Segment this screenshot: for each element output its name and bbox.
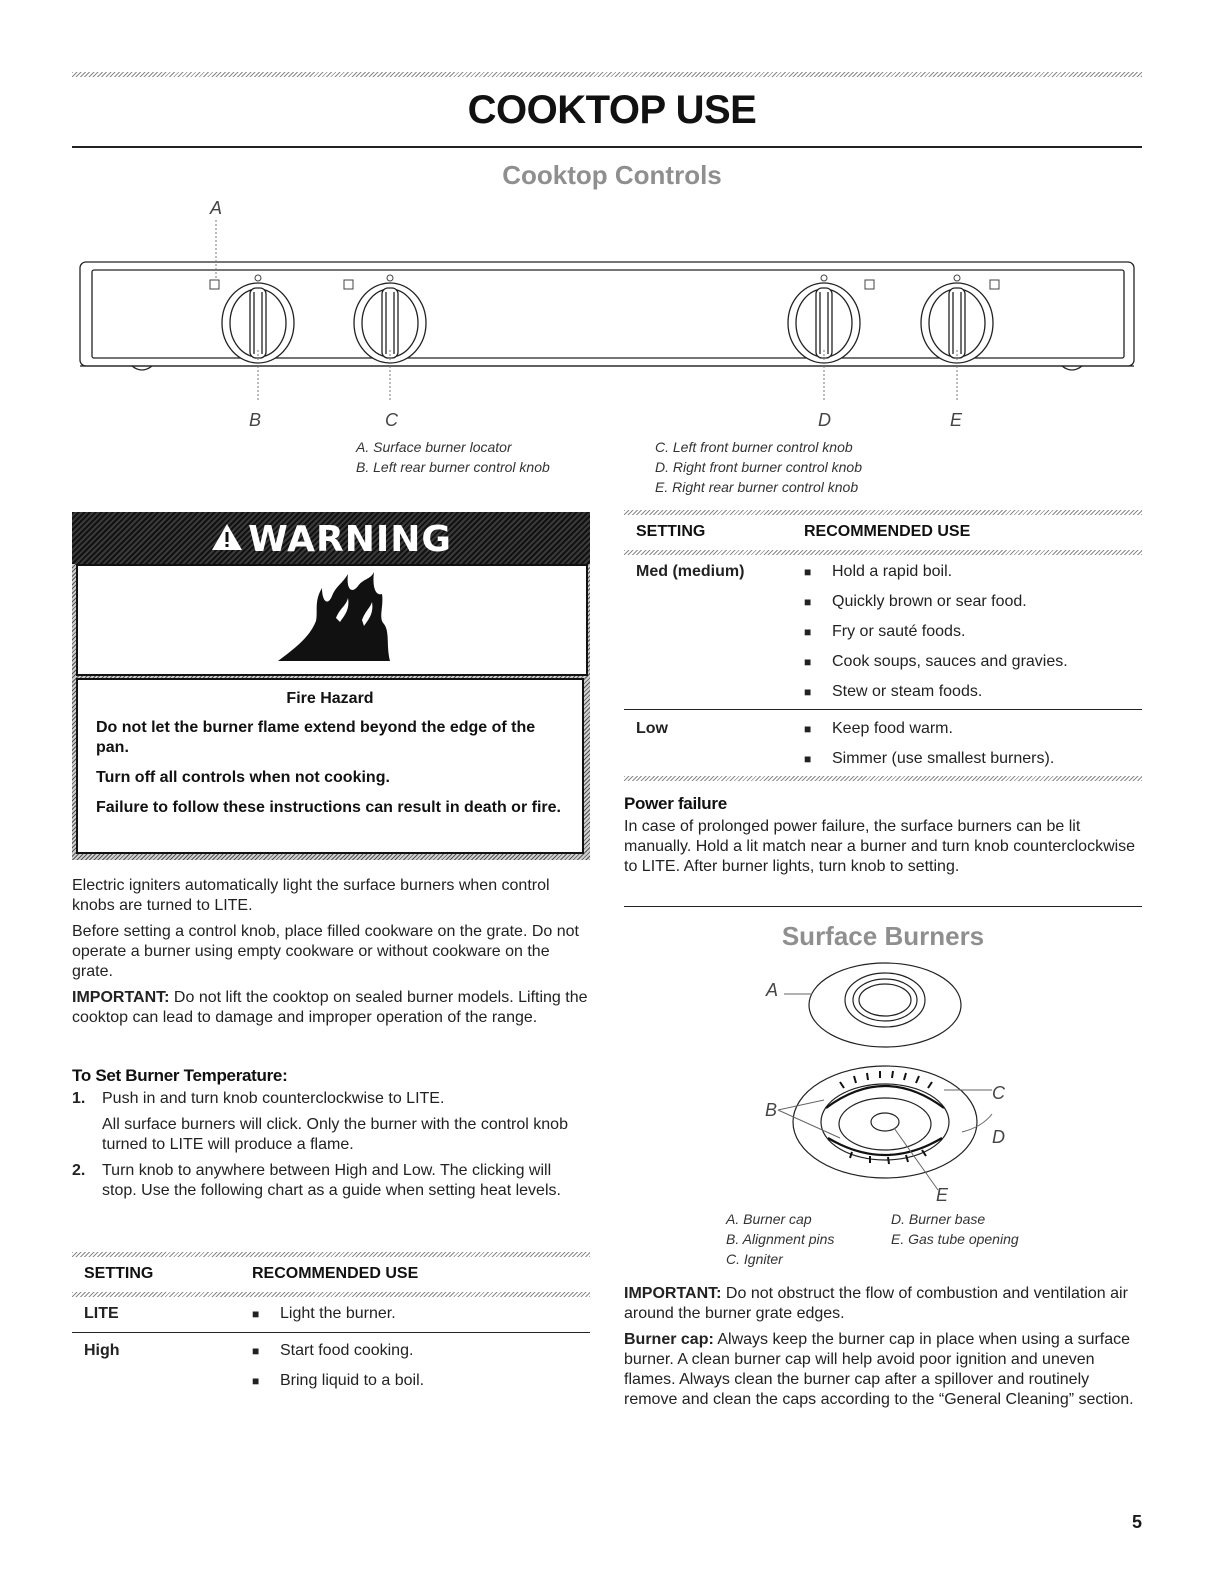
warning-line-2: Turn off all controls when not cooking. [96,769,390,786]
section-rule [624,906,1142,907]
cookware-paragraph: Before setting a control knob, place filled cookware on the grate. Do not operate a burner using empty cookware or without cookware on the grate. [72,923,579,980]
label-e: E [950,410,963,430]
power-failure-text: In case of prolonged power failure, the surface burners can be lit manually. Hold a lit match near a burner and turn knob counterclockwise to LITE. After burner lights, turn knob to setting. [624,818,1136,875]
control-panel-diagram [72,190,1142,440]
col-setting-header: SETTING [636,523,706,540]
warning-banner: WARNING [72,512,590,564]
left-body [72,876,590,1034]
col-setting-header: SETTING [84,1265,154,1282]
burner-captions-col1: A. Burner cap B. Alignment pins C. Igniter [726,1211,835,1267]
grate-paragraph: IMPORTANT: Do not obstruct the flow of combustion and ventilation air around the burner grate edges. [624,1285,1128,1322]
top-rule [72,72,1142,77]
table-row: Low ■ Keep food warm. ■ Simmer (use smallest burners). [624,719,1142,779]
burner-label-b: B [765,1100,778,1120]
step-1-note: All surface burners will click. Only the burner with the control knob turned to LITE will produce a flame. [102,1116,568,1153]
burner-diagram [744,950,1034,1210]
igniter-paragraph: Electric igniters automatically light the surface burners when control knobs are turned to LITE. [72,877,550,914]
burner-label-a: A [766,980,779,1000]
burner-cap-paragraph: Burner cap: Always keep the burner cap in place when using a surface burner. A clean burner cap will help avoid poor ignition and uneven flames. Always clean the burner cap after a spillover and routinely remove and clean the caps according to the “General Cleaning” section. [624,1331,1134,1408]
settings-table-right [624,510,1142,782]
table-row: Med (medium) ■ Hold a rapid boil. ■ Quickly brown or sear food. ■ Fry or sauté foods. ■ Cook soups, sauces and gravies. ■ Stew or steam foods. [624,562,1142,712]
table-row: High ■ Start food cooking. ■ Bring liquid to a boil. [72,1341,590,1401]
burner-label-e: E [936,1185,949,1205]
title-rule [72,146,1142,148]
col-use-header: RECOMMENDED USE [804,523,971,540]
step-1: Push in and turn knob counterclockwise to LITE. [102,1090,445,1107]
warning-triangle-icon [210,513,244,569]
burners-heading: Surface Burners [781,921,985,951]
step-2: Turn knob to anywhere between High and Low. The clicking will stop. Use the following chart as a guide when setting heat levels. [102,1162,561,1199]
table-row: LITE ■ Light the burner. [72,1304,590,1334]
label-d: D [818,410,831,430]
warning-text-panel [76,678,584,854]
settings-table-left [72,1252,590,1402]
page-title: COOKTOP USE [467,88,757,132]
label-b: B [249,410,262,430]
flame-panel [76,564,588,676]
warning-line-1: Do not let the burner flame extend beyond the edge of the pan. [96,719,536,756]
controls-captions-right: C. Left front burner control knob D. Right front burner control knob E. Right rear burner control knob [655,439,862,495]
label-a: A [210,198,223,218]
col-use-header: RECOMMENDED USE [252,1265,419,1282]
burner-label-d: D [992,1127,1005,1147]
controls-captions-left: A. Surface burner locator B. Left rear burner control knob [356,439,550,475]
burner-captions-col2: D. Burner base E. Gas tube opening [891,1211,1019,1247]
label-c: C [385,410,398,430]
power-failure-heading: Power failure [624,794,727,813]
important-paragraph: IMPORTANT: Do not lift the cooktop on sealed burner models. Lifting the cooktop can lead to damage and improper operation of the range. [72,989,588,1026]
set-temp-steps: 1. Push in and turn knob counterclockwise to LITE. All surface burners will click. Only the burner with the control knob turned to LITE will produce a flame. 2. Turn knob to anywhere between High and Low. The clicking will stop. Use the following chart as a guide when setting heat levels. [72,1089,590,1201]
warning-box [72,512,590,860]
set-temp-heading: To Set Burner Temperature: [72,1066,288,1085]
warning-line-3: Failure to follow these instructions can result in death or fire. [96,799,561,816]
hazard-title: Fire Hazard [286,690,374,707]
fire-icon [78,566,586,674]
page-number: 5 [1131,1512,1142,1532]
right-body [624,1284,1142,1416]
burner-label-c: C [992,1083,1005,1103]
controls-heading: Cooktop Controls [502,160,722,190]
